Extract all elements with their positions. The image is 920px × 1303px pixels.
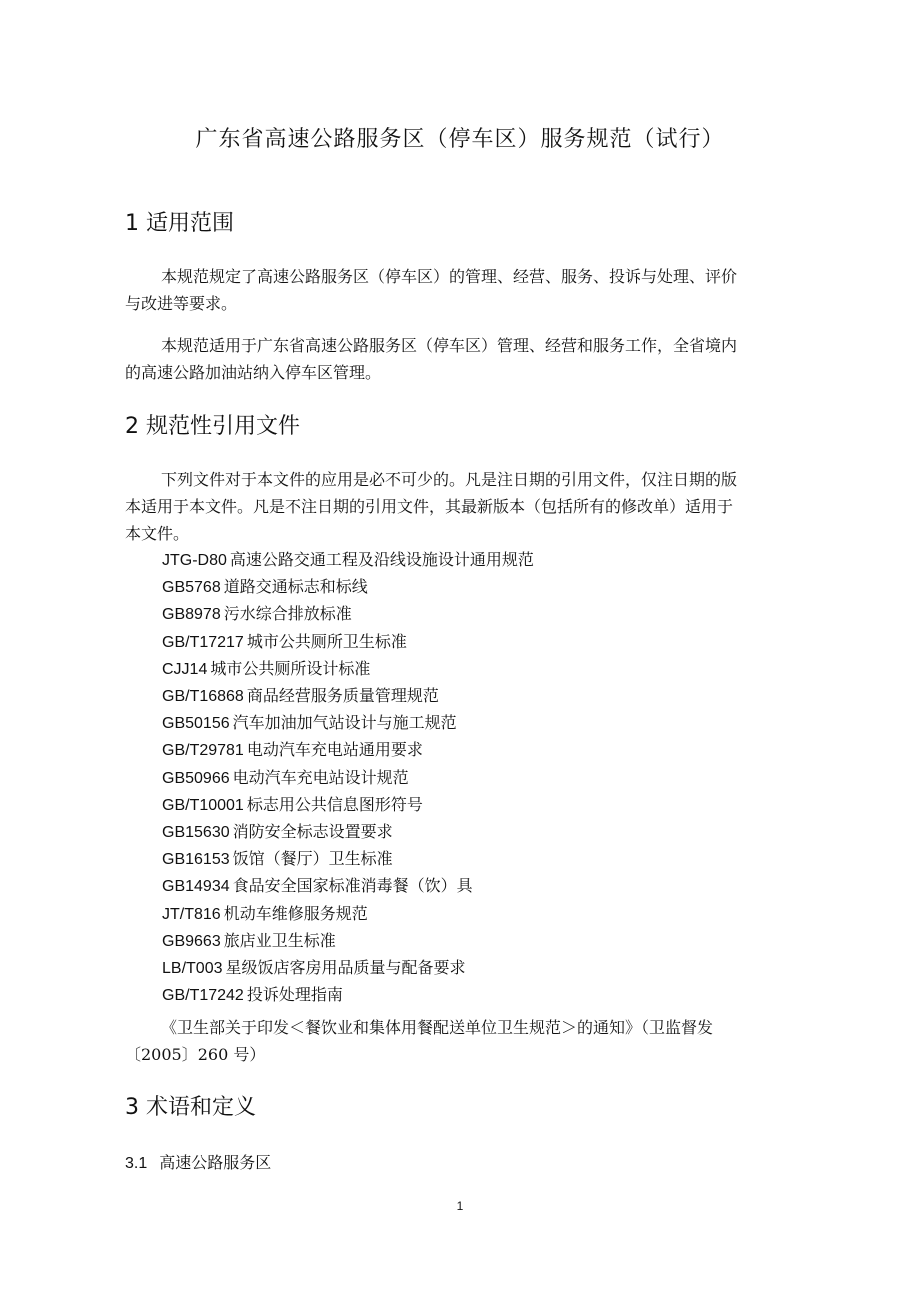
reference-code: GB/T10001 [162, 796, 244, 814]
reference-item [162, 821, 393, 844]
reference-code: GB14934 [162, 878, 230, 896]
reference-name: 投诉处理指南 [246, 985, 343, 1005]
section-2-intro-text: 下列文件对于本文件的应用是必不可少的。凡是注日期的引用文件，仅注日期的版本适用于本文件。凡是不注日期的引用文件，其最新版本（包括所有的修改单）适用于本文件。 [125, 470, 738, 543]
section-2-heading: 2 规范性引用文件 [125, 414, 300, 439]
reference-item [162, 739, 423, 762]
section-1-paragraph-1-text: 本规范规定了高速公路服务区（停车区）的管理、经营、服务、投诉与处理、评价与改进等要求。 [125, 267, 738, 313]
reference-item [162, 603, 352, 626]
reference-code: GB8978 [162, 606, 221, 624]
reference-item [162, 549, 534, 572]
subsection-title: 高速公路服务区 [159, 1153, 272, 1172]
document-title: 广东省高速公路服务区（停车区）服务规范（试行） [195, 127, 725, 152]
reference-item [162, 957, 466, 980]
reference-code: GB9663 [162, 932, 221, 950]
notice-reference [125, 1014, 740, 1068]
reference-name: 标志用公共信息图形符号 [246, 794, 423, 814]
section-1-paragraph-2-text: 本规范适用于广东省高速公路服务区（停车区）管理、经营和服务工作，全省境内的高速公路加油站纳入停车区管理。 [125, 336, 738, 382]
reference-item [162, 658, 370, 681]
reference-code: GB50966 [162, 769, 230, 787]
section-2-intro [125, 466, 740, 547]
reference-code: GB15630 [162, 824, 230, 841]
reference-name: 食品安全国家标准消毒餐（饮）具 [232, 876, 473, 896]
reference-code: GB/T17217 [162, 633, 244, 651]
reference-item [162, 875, 473, 898]
section-1-paragraph-2 [125, 332, 740, 386]
reference-name: 电动汽车充电站通用要求 [246, 740, 423, 760]
reference-name: 城市公共厕所设计标准 [210, 658, 371, 678]
reference-item [162, 848, 393, 871]
reference-code: GB5768 [162, 579, 221, 597]
reference-code: CJJ14 [162, 660, 208, 678]
reference-code: GB/T17242 [162, 987, 244, 1005]
subsection-3-1 [125, 1150, 271, 1173]
reference-item [162, 685, 439, 708]
page-number: 1 [456, 1199, 464, 1213]
section-1-heading: 1 适用范围 [125, 211, 234, 236]
reference-name: 道路交通标志和标线 [223, 577, 368, 597]
reference-item [162, 930, 336, 953]
reference-name: 商品经营服务质量管理规范 [246, 686, 439, 705]
reference-item [162, 984, 343, 1007]
reference-name: 城市公共厕所卫生标准 [246, 631, 407, 651]
reference-name: 旅店业卫生标准 [223, 930, 336, 950]
section-3-heading: 3 术语和定义 [125, 1095, 256, 1120]
reference-item [162, 903, 368, 926]
reference-name: 饭馆（餐厅）卫生标准 [232, 849, 393, 869]
section-1-paragraph-1 [125, 263, 740, 317]
reference-item [162, 631, 407, 654]
reference-code: GB16153 [162, 851, 230, 869]
reference-name: 电动汽车充电站设计规范 [232, 767, 409, 787]
reference-name: 高速公路交通工程及沿线设施设计通用规范 [229, 550, 534, 569]
reference-code: LB/T003 [162, 960, 223, 977]
reference-name: 汽车加油加气站设计与施工规范 [232, 713, 457, 733]
reference-item [162, 712, 457, 735]
reference-name: 消防安全标志设置要求 [232, 822, 393, 841]
reference-item [162, 794, 423, 817]
reference-code: GB/T29781 [162, 742, 244, 760]
reference-name: 污水综合排放标准 [223, 604, 352, 624]
reference-code: JT/T816 [162, 905, 221, 923]
reference-item [162, 767, 409, 790]
reference-code: JTG-D80 [162, 552, 227, 569]
reference-code: GB/T16868 [162, 688, 244, 705]
reference-name: 星级饭店客房用品质量与配备要求 [225, 958, 466, 977]
reference-code: GB50156 [162, 715, 230, 733]
subsection-number: 3.1 [125, 1155, 148, 1172]
notice-reference-text: 《卫生部关于印发＜餐饮业和集体用餐配送单位卫生规范＞的通知》（卫监督发〔2005〕260 号） [125, 1018, 714, 1064]
reference-item [162, 576, 368, 599]
reference-name: 机动车维修服务规范 [223, 903, 368, 923]
